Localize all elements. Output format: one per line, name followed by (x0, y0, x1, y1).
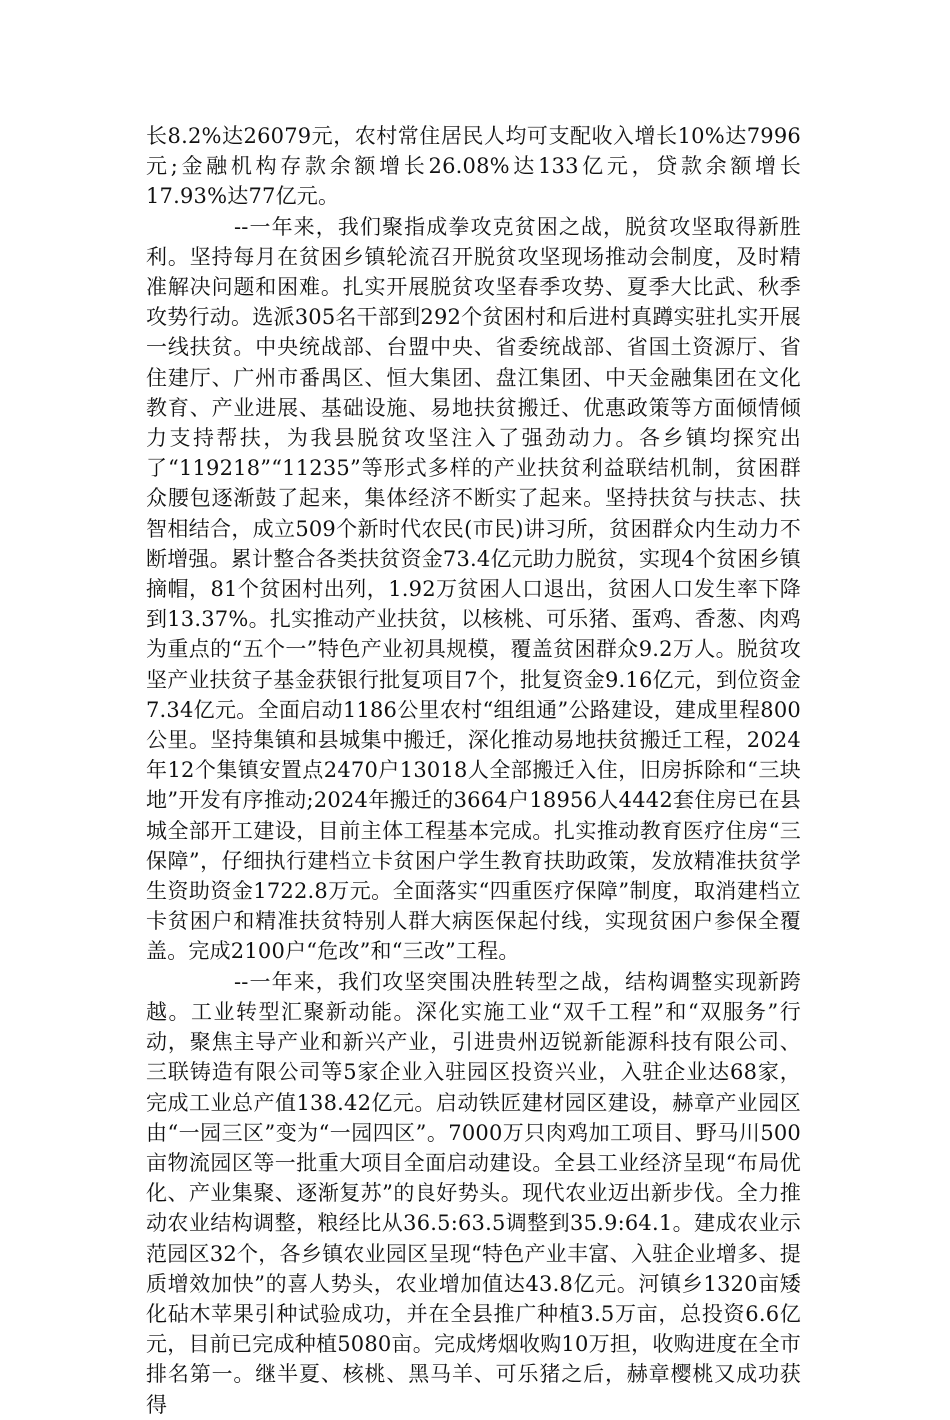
paragraph-structural-adjustment: --一年来，我们攻坚突围决胜转型之战，结构调整实现新跨越。工业转型汇聚新动能。深化实施工业“双千工程”和“双服务”行动，聚焦主导产业和新兴产业，引进贵州迈锐新能源科技有限公司、三联铸造有限公司等5家企业入驻园区投资兴业，入驻企业达68家，完成工业总产值138.42亿元。启动铁匠建材园区建设，赫章产业园区由“一园三区”变为“一园四区”。7000万只肉鸡加工项目、野马川500亩物流园区等一批重大项目全面启动建设。全县工业经济呈现“布局优化、产业集聚、逐渐复苏”的良好势头。现代农业迈出新步伐。全力推动农业结构调整，粮经比从36.5:63.5调整到35.9:64.1。建成农业示范园区32个，各乡镇农业园区呈现“特色产业丰富、入驻企业增多、提质增效加快”的喜人势头，农业增加值达43.8亿元。河镇乡1320亩矮化砧木苹果引种试验成功，并在全县推广种植3.5万亩，总投资6.6亿元，目前已完成种植5080亩。完成烤烟收购10万担，收购进度在全市排名第一。继半夏、核桃、黑马羊、可乐猪之后，赫章樱桃又成功获得 (146, 969, 801, 1417)
paragraph-poverty-alleviation: --一年来，我们聚指成拳攻克贫困之战，脱贫攻坚取得新胜利。坚持每月在贫困乡镇轮流召开脱贫攻坚现场推动会制度，及时精准解决问题和困难。扎实开展脱贫攻坚春季攻势、夏季大比武、秋季攻势行动。选派305名干部到292个贫困村和后进村真蹲实驻扎实开展一线扶贫。中央统战部、台盟中央、省委统战部、省国土资源厅、省住建厅、广州市番禺区、恒大集团、盘江集团、中天金融集团在文化教育、产业进展、基础设施、易地扶贫搬迁、优惠政策等方面倾情倾力支持帮扶，为我县脱贫攻坚注入了强劲动力。各乡镇均探究出了“119218”“11235”等形式多样的产业扶贫利益联结机制，贫困群众腰包逐渐鼓了起来，集体经济不断实了起来。坚持扶贫与扶志、扶智相结合，成立509个新时代农民(市民)讲习所，贫困群众内生动力不断增强。累计整合各类扶贫资金73.4亿元助力脱贫，实现4个贫困乡镇摘帽，81个贫困村出列，1.92万贫困人口退出，贫困人口发生率下降到13.37%。扎实推动产业扶贫，以核桃、可乐猪、蛋鸡、香葱、肉鸡为重点的“五个一”特色产业初具规模，覆盖贫困群众9.2万人。脱贫攻坚产业扶贫子基金获银行批复项目7个，批复资金9.16亿元，到位资金7.34亿元。全面启动1186公里农村“组组通”公路建设，建成里程800公里。坚持集镇和县城集中搬迁，深化推动易地扶贫搬迁工程，2024年12个集镇安置点2470户13018人全部搬迁入住，旧房拆除和“三块地”开发有序推动;2024年搬迁的3664户18956人4442套住房已在县城全部开工建设，目前主体工程基本完成。扎实推动教育医疗住房“三保障”，仔细执行建档立卡贫困户学生教育扶助政策，发放精准扶贫学生资助资金1722.8万元。全面落实“四重医疗保障”制度，取消建档立卡贫困户和精准扶贫特别人群大病医保起付线，实现贫困户参保全覆盖。完成2100户“危改”和“三改”工程。 (146, 214, 801, 964)
paragraph-income-finance: 长8.2%达26079元，农村常住居民人均可支配收入增长10%达7996元;金融机构存款余额增长26.08%达133亿元，贷款余额增长17.93%达77亿元。 (146, 124, 801, 209)
document-body (146, 121, 801, 1420)
